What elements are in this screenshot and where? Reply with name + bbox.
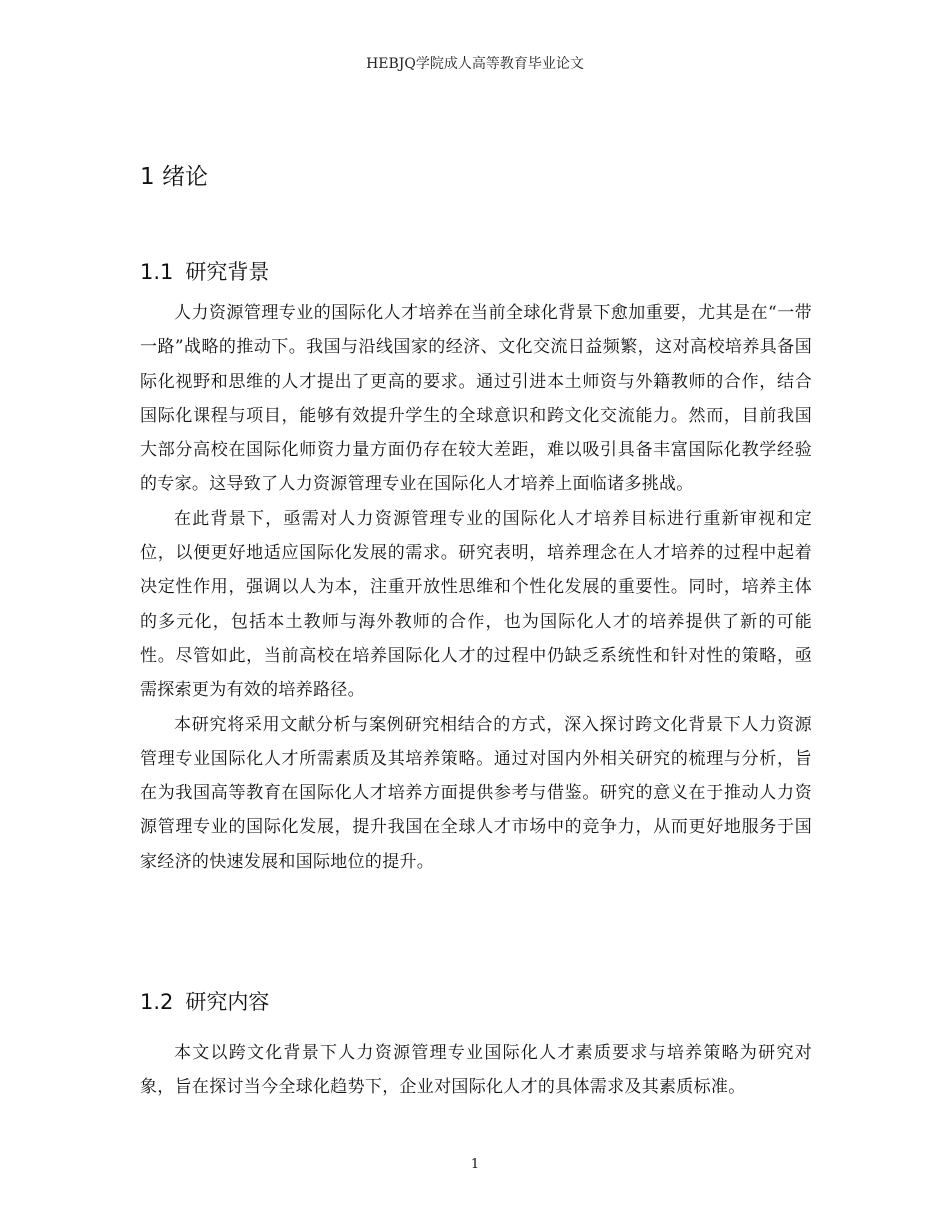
page-number: 1 xyxy=(470,1157,480,1172)
section-number: 1.2 xyxy=(140,990,174,1014)
paragraph: 在此背景下，亟需对人力资源管理专业的国际化人才培养目标进行重新审视和定位，以便更好地适应国际化发展的需求。研究表明，培养理念在人才培养的过程中起着决定性作用，强调以人为本，注重开放性思维和个性化发展的重要性。同时，培养主体的多元化，包括本土教师与海外教师的合作，也为国际化人才的培养提供了新的可能性。尽管如此，当前高校在培养国际化人才的过程中仍缺乏系统性和针对性的策略，亟需探索更为有效的培养路径。 xyxy=(140,508,812,701)
section-title-text: 研究内容 xyxy=(185,990,270,1014)
running-header: HEBJQ学院成人高等教育毕业论文 xyxy=(366,56,584,72)
paragraph: 本研究将采用文献分析与案例研究相结合的方式，深入探讨跨文化背景下人力资源管理专业国际化人才所需素质及其培养策略。通过对国内外相关研究的梳理与分析，旨在为我国高等教育在国际化人才培养方面提供参考与借鉴。研究的意义在于推动人力资源管理专业的国际化发展，提升我国在全球人才市场中的竞争力，从而更好地服务于国家经济的快速发展和国际地位的提升。 xyxy=(140,714,812,872)
chapter-number: 1 xyxy=(140,164,155,190)
paragraph: 本文以跨文化背景下人力资源管理专业国际化人才素质要求与培养策略为研究对象，旨在探讨当今全球化趋势下，企业对国际化人才的具体需求及其素质标准。 xyxy=(140,1043,812,1098)
chapter-title xyxy=(140,160,208,194)
chapter-title-text: 绪论 xyxy=(161,164,208,190)
section-title-1-2 xyxy=(140,986,269,1018)
paragraph: 人力资源管理专业的国际化人才培养在当前全球化背景下愈加重要，尤其是在“一带一路”战略的推动下。我国与沿线国家的经济、文化交流日益频繁，这对高校培养具备国际化视野和思维的人才提出了更高的要求。通过引进本土师资与外籍教师的合作，结合国际化课程与项目，能够有效提升学生的全球意识和跨文化交流能力。然而，目前我国大部分高校在国际化师资力量方面仍存在较大差距，难以吸引具备丰富国际化教学经验的专家。这导致了人力资源管理专业在国际化人才培养上面临诸多挑战。 xyxy=(140,303,812,495)
section-number: 1.1 xyxy=(140,260,174,284)
section-title-1-1 xyxy=(140,256,269,288)
section-body-1-2 xyxy=(140,1036,812,1105)
section-title-text: 研究背景 xyxy=(185,260,270,284)
section-body-1-1 xyxy=(140,296,812,879)
header-rule xyxy=(140,82,810,83)
